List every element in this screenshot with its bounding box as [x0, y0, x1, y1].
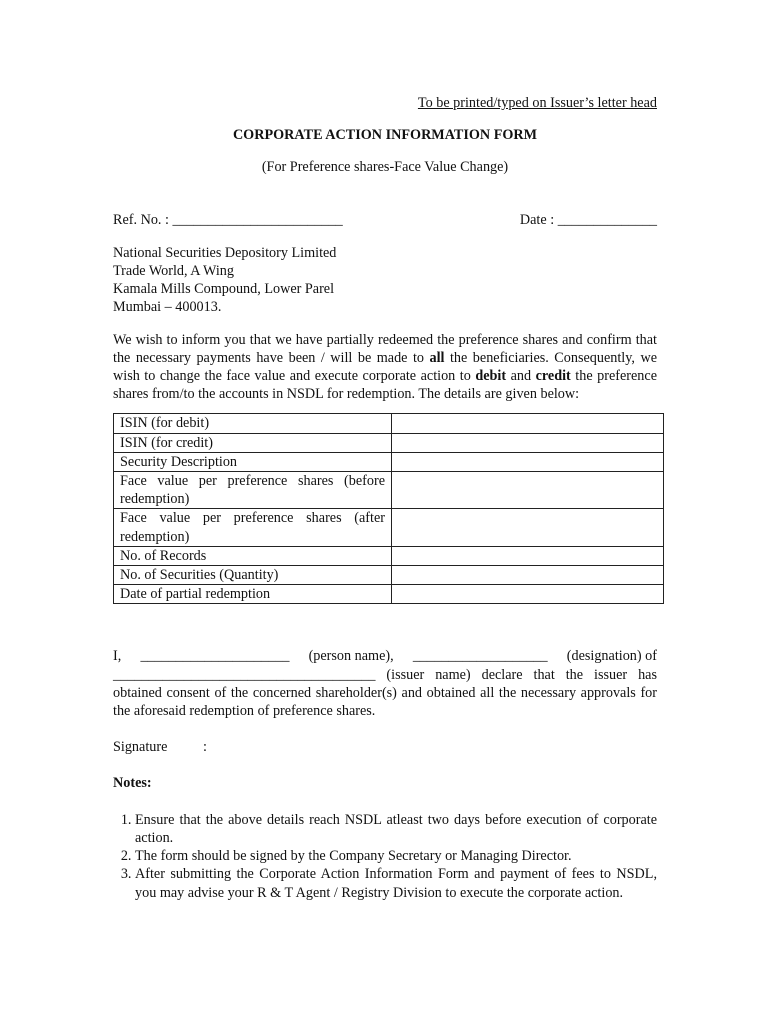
ref-no-label: Ref. No. :	[113, 211, 169, 228]
row-value-cell[interactable]	[392, 452, 664, 471]
signature-colon: :	[203, 739, 207, 756]
table-row	[114, 585, 664, 604]
address-line: Mumbai – 400013.	[113, 299, 222, 316]
note-item: 1. Ensure that the above details reach NSDL atleast two days before execution of corporate action.	[135, 811, 657, 847]
declaration-paragraph	[113, 647, 657, 720]
declaration-line: I, _____________________ (person name), ___________________ (designation) of	[113, 648, 657, 665]
row-label: No. of Records	[114, 546, 392, 565]
table-row	[114, 546, 664, 565]
bold-credit: credit	[535, 368, 571, 385]
row-label: ISIN (for debit)	[114, 414, 392, 433]
address-line: National Securities Depository Limited	[113, 244, 337, 261]
date-label: Date :	[519, 211, 555, 228]
table-row	[114, 452, 664, 471]
date-blank[interactable]: ______________	[557, 211, 657, 228]
row-label: Security Description	[114, 452, 392, 471]
address-line: Kamala Mills Compound, Lower Parel	[113, 281, 335, 298]
bold-debit: debit	[475, 368, 507, 385]
ref-date-row	[113, 211, 657, 229]
note-item: 2. The form should be signed by the Company Secretary or Managing Director.	[135, 847, 657, 865]
ref-no	[113, 211, 343, 229]
letterhead-note: To be printed/typed on Issuer’s letter head	[417, 95, 657, 111]
table-row	[114, 472, 664, 509]
row-label: ISIN (for credit)	[114, 433, 392, 452]
details-table	[113, 413, 664, 604]
address-line: Trade World, A Wing	[113, 263, 234, 280]
intro-paragraph: We wish to inform you that we have partially redeemed the preference shares and confirm that the necessary payments have been / will be made to all the beneficiaries. Consequently, we wish to change the face value and execute corporate action to debit and credit the preference shares from/to the accounts in NSDL for redemption. The details are given below:	[113, 331, 657, 403]
row-label: Date of partial redemption	[114, 585, 392, 604]
notes-title: Notes:	[113, 775, 152, 792]
row-value-cell[interactable]	[392, 585, 664, 604]
signature-row	[113, 738, 657, 756]
row-value-cell[interactable]	[392, 414, 664, 433]
table-row	[114, 509, 664, 546]
row-value-cell[interactable]	[392, 433, 664, 452]
row-label: No. of Securities (Quantity)	[114, 566, 392, 585]
form-title: CORPORATE ACTION INFORMATION FORM	[232, 127, 538, 144]
form-subtitle: (For Preference shares-Face Value Change)	[261, 159, 509, 176]
notes-list	[113, 811, 657, 902]
issuer-name-blank[interactable]: _____________________________________	[113, 666, 376, 683]
row-value-cell[interactable]	[392, 566, 664, 585]
signature-label: Signature	[113, 739, 168, 756]
recipient-address	[113, 244, 657, 317]
note-item: 3. After submitting the Corporate Action Information Form and payment of fees to NSDL, you may advise your R & T Agent / Registry Division to execute the corporate action.	[135, 865, 657, 901]
row-value-cell[interactable]	[392, 472, 664, 509]
ref-no-blank[interactable]: ________________________	[172, 211, 343, 228]
row-value-cell[interactable]	[392, 509, 664, 546]
row-label: Face value per preference shares (before redemption)	[114, 472, 392, 509]
declaration-text: _____________________________________ (issuer name) declare that the issuer has obtained consent of the concerned shareholder(s) and obtained all the necessary approvals for the aforesaid redemption of preference shares.	[113, 666, 657, 720]
table-row	[114, 566, 664, 585]
bold-all: all	[429, 349, 445, 366]
row-value-cell[interactable]	[392, 546, 664, 565]
row-label: Face value per preference shares (after redemption)	[114, 509, 392, 546]
person-name-blank[interactable]: _____________________	[140, 648, 290, 665]
designation-blank[interactable]: ___________________	[412, 648, 548, 665]
date	[520, 211, 657, 229]
document-page	[113, 94, 657, 902]
table-row	[114, 414, 664, 433]
table-row	[114, 433, 664, 452]
